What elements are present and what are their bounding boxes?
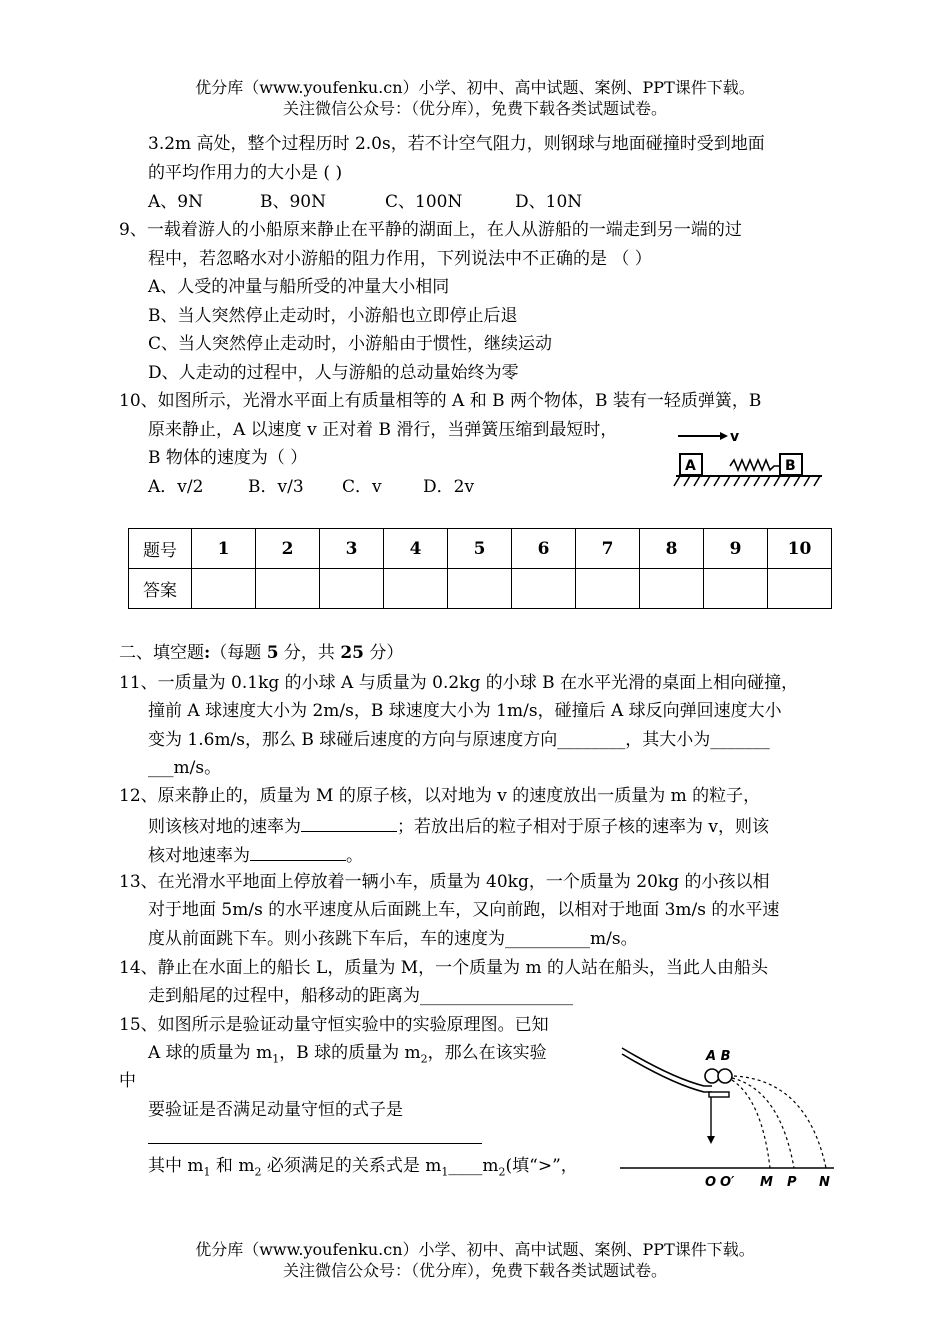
q11-line-1: 11、一质量为 0.1kg 的小球 A 与质量为 0.2kg 的小球 B 在水平光滑的桌面上相向碰撞， bbox=[119, 673, 799, 693]
q13-line-1: 13、在光滑水平地面上停放着一辆小车，质量为 40kg，一个质量为 20kg 的小孩以相 bbox=[119, 872, 770, 892]
q15-line-1: 15、如图所示是验证动量守恒实验中的实验原理图。已知 bbox=[119, 1015, 549, 1035]
q8-line-2: 的平均作用力的大小是 ( ) bbox=[148, 163, 343, 183]
point-o-label: O bbox=[705, 1175, 717, 1190]
section-2-title: 二、填空题:（每题 5 分，共 25 分） bbox=[119, 643, 404, 663]
answer-cell[interactable] bbox=[640, 569, 704, 609]
q11-line-3: 变为 1.6m/s，那么 B 球碰后速度的方向与原速度方向________，其大小为_______ bbox=[148, 730, 770, 750]
q9-option-d: D、人走动的过程中，人与游船的总动量始终为零 bbox=[148, 363, 519, 383]
block-a-label: A bbox=[685, 458, 696, 474]
q9-line-2: 程中，若忽略水对小游船的阻力作用，下列说法中不正确的是 （ ） bbox=[148, 249, 652, 269]
header-ad-line-1: 优分库（www.youfenku.cn）小学、初中、高中试题、案例、PPT课件下载。 bbox=[195, 78, 755, 97]
q12-blank-1[interactable] bbox=[301, 814, 397, 832]
q15-line-3: 中 bbox=[119, 1071, 136, 1091]
q14-line-2: 走到船尾的过程中，船移动的距离为__________________ bbox=[148, 986, 573, 1006]
question-number-cell: 3 bbox=[320, 529, 384, 569]
q12-blank-2[interactable] bbox=[250, 843, 346, 861]
answer-cell[interactable] bbox=[384, 569, 448, 609]
q10-line-3: B 物体的速度为（ ） bbox=[148, 448, 308, 468]
point-o-prime-label: O′ bbox=[720, 1175, 735, 1190]
velocity-label: v bbox=[730, 429, 740, 445]
answer-header: 答案 bbox=[129, 569, 192, 609]
question-number-header: 题号 bbox=[129, 529, 192, 569]
q10-option-c: C．v bbox=[342, 477, 382, 497]
q8-line-1: 3.2m 高处，整个过程历时 2.0s，若不计空气阻力，则钢球与地面碰撞时受到地面 bbox=[148, 134, 765, 154]
q10-line-2: 原来静止，A 以速度 v 正对着 B 滑行，当弹簧压缩到最短时， bbox=[148, 420, 618, 440]
answer-cell[interactable] bbox=[768, 569, 832, 609]
q11-line-4: ___m/s。 bbox=[148, 758, 222, 778]
q12-line-3: 核对地速率为 。 bbox=[148, 843, 363, 867]
question-number-cell: 2 bbox=[256, 529, 320, 569]
question-number-cell: 7 bbox=[576, 529, 640, 569]
q14-line-1: 14、静止在水面上的船长 L，质量为 M，一个质量为 m 的人站在船头，当此人由船头 bbox=[119, 958, 769, 978]
q15-line-6: 其中 $m_1$ 和 $m_2$ 必须满足的关系式是 $m_1\_\_\_\_m_2$(填“>”， bbox=[148, 1156, 578, 1179]
point-p-label: P bbox=[787, 1175, 797, 1190]
answer-cell[interactable] bbox=[512, 569, 576, 609]
footer-ad-line-2: 关注微信公众号：（优分库），免费下载各类试题试卷。 bbox=[282, 1261, 667, 1280]
q9-option-c: C、当人突然停止走动时，小游船由于惯性，继续运动 bbox=[148, 334, 553, 354]
q10-spring-figure bbox=[672, 420, 832, 492]
q15-apparatus-figure bbox=[612, 1040, 842, 1190]
header-ad-line-2: 关注微信公众号：（优分库），免费下载各类试题试卷。 bbox=[282, 99, 667, 118]
ramp-top-edge bbox=[622, 1048, 712, 1086]
ground-hatching bbox=[674, 476, 820, 486]
q15-answer-blank[interactable] bbox=[148, 1143, 482, 1144]
ball-a bbox=[705, 1069, 719, 1083]
q15-line-2: A 球的质量为 $m_1$，B 球的质量为 $m_2$，那么在该实验 bbox=[148, 1043, 547, 1066]
question-number-cell: 10 bbox=[768, 529, 832, 569]
footer-ad-line-1: 优分库（www.youfenku.cn）小学、初中、高中试题、案例、PPT课件下载。 bbox=[195, 1240, 755, 1259]
support-post bbox=[709, 1092, 729, 1097]
answer-table-number-row bbox=[129, 529, 832, 569]
q12-line-2: 则该核对地的速率为 ；若放出后的粒子相对于原子核的速率为 v，则该 bbox=[148, 814, 769, 838]
q9-option-a: A、人受的冲量与船所受的冲量大小相同 bbox=[148, 277, 450, 297]
q10-option-a: A．v/2 bbox=[148, 477, 204, 497]
plumb-bob bbox=[707, 1136, 715, 1144]
q10-option-d: D．2v bbox=[423, 477, 475, 497]
ball-labels: A B bbox=[706, 1049, 731, 1064]
q9-option-b: B、当人突然停止走动时，小游船也立即停止后退 bbox=[148, 306, 518, 326]
q8-option-d: D、10N bbox=[515, 192, 583, 212]
answer-cell[interactable] bbox=[192, 569, 256, 609]
answer-table bbox=[128, 528, 832, 609]
q12-line-1: 12、原来静止的，质量为 M 的原子核，以对地为 v 的速度放出一质量为 m 的粒子， bbox=[119, 786, 761, 806]
q9-line-1: 9、一载着游人的小船原来静止在平静的湖面上，在人从游船的一端走到另一端的过 bbox=[119, 220, 742, 240]
question-number-cell: 6 bbox=[512, 529, 576, 569]
block-b-label: B bbox=[785, 458, 796, 474]
q8-option-b: B、90N bbox=[260, 192, 326, 212]
trajectory-p bbox=[732, 1078, 794, 1168]
question-number-cell: 1 bbox=[192, 529, 256, 569]
question-number-cell: 4 bbox=[384, 529, 448, 569]
question-number-cell: 5 bbox=[448, 529, 512, 569]
point-m-label: M bbox=[760, 1175, 773, 1190]
q13-line-3: 度从前面跳下车。则小孩跳下车后，车的速度为__________m/s。 bbox=[148, 929, 638, 949]
answer-cell[interactable] bbox=[320, 569, 384, 609]
question-number-cell: 8 bbox=[640, 529, 704, 569]
q15-line-4: 要验证是否满足动量守恒的式子是 bbox=[148, 1100, 403, 1120]
answer-cell[interactable] bbox=[448, 569, 512, 609]
trajectory-m bbox=[732, 1080, 770, 1168]
spring bbox=[730, 460, 780, 470]
q8-option-c: C、100N bbox=[385, 192, 463, 212]
velocity-arrowhead bbox=[720, 432, 728, 440]
point-n-label: N bbox=[819, 1175, 830, 1190]
q13-line-2: 对于地面 5m/s 的水平速度从后面跳上车，又向前跑，以相对于地面 3m/s 的水平速 bbox=[148, 900, 780, 920]
answer-cell[interactable] bbox=[576, 569, 640, 609]
answer-table-answer-row bbox=[129, 569, 832, 609]
q10-line-1: 10、如图所示，光滑水平面上有质量相等的 A 和 B 两个物体，B 装有一轻质弹簧，B bbox=[119, 391, 762, 411]
q8-option-a: A、9N bbox=[148, 192, 203, 212]
question-number-cell: 9 bbox=[704, 529, 768, 569]
answer-cell[interactable] bbox=[704, 569, 768, 609]
q10-option-b: B．v/3 bbox=[248, 477, 304, 497]
answer-cell[interactable] bbox=[256, 569, 320, 609]
q11-line-2: 撞前 A 球速度大小为 2m/s，B 球速度大小为 1m/s，碰撞后 A 球反向弹回速度大小 bbox=[148, 701, 782, 721]
ball-b bbox=[718, 1069, 732, 1083]
